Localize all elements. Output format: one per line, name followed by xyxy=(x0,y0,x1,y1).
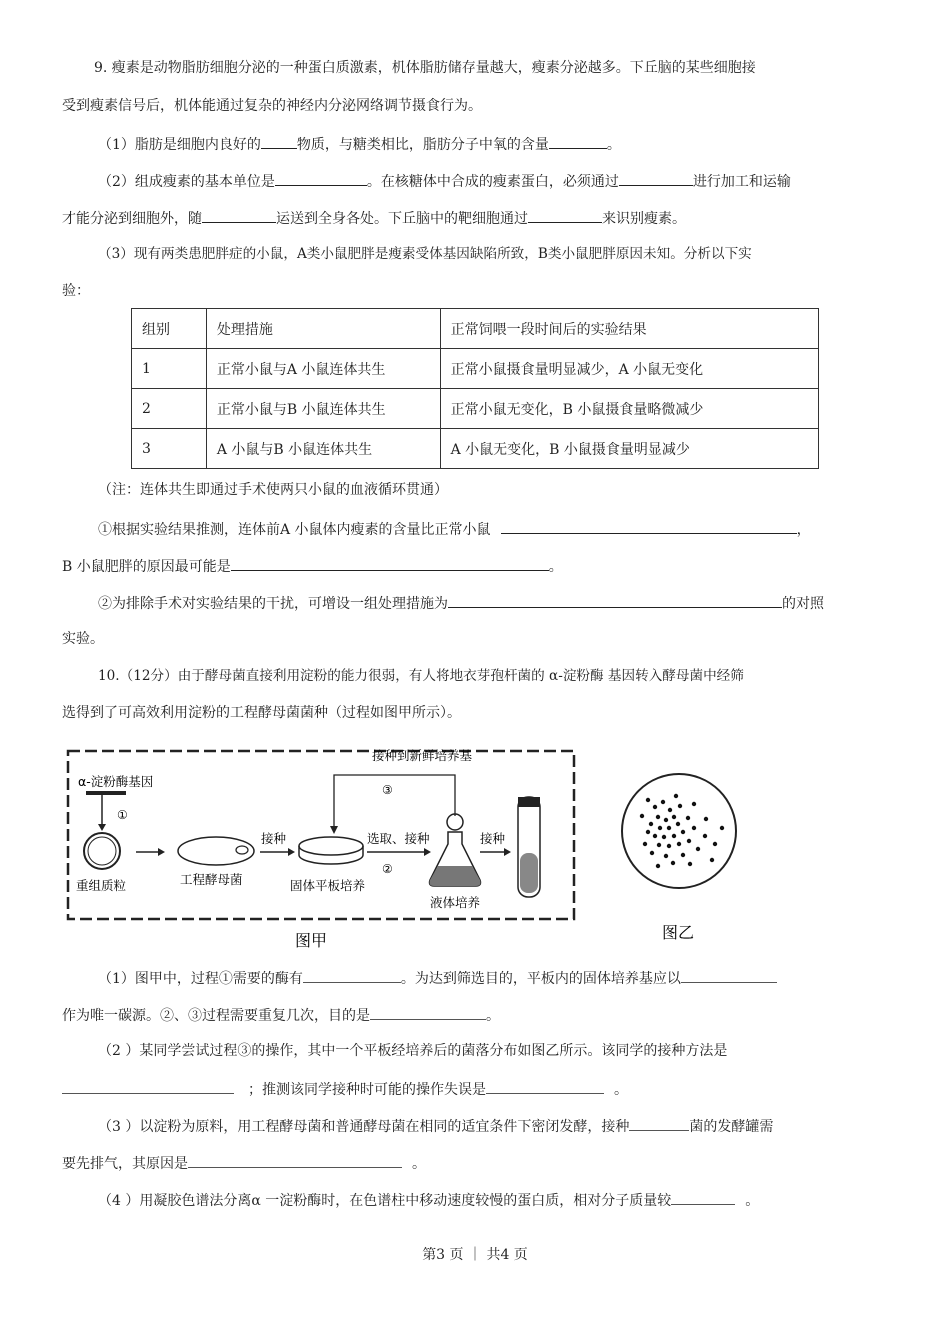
arrow-head xyxy=(330,826,338,834)
select-label: 选取、接种 xyxy=(367,831,430,846)
q9-part2: （2）组成瘦素的基本单位是 。在核糖体中合成的瘦素蛋白，必须通过 进行加工和运输 xyxy=(62,170,898,192)
answer-blank[interactable] xyxy=(370,1004,486,1020)
q9-note: （注：连体共生即通过手术使两只小鼠的血液循环贯通） xyxy=(98,482,448,498)
plate-label: 固体平板培养 xyxy=(290,878,366,893)
plasmid-icon xyxy=(84,833,120,869)
table-cell: A 小鼠无变化，B 小鼠摄食量明显减少 xyxy=(440,429,818,469)
q10-part3: （3 ）以淀粉为原料，用工程酵母菌和普通酵母菌在相同的适宜条件下密闭发酵，接种 菌的发酵罐需 xyxy=(62,1115,898,1137)
q10-intro-line1: 10.（12分）由于酵母菌直接利用淀粉的能力很弱，有人将地衣芽孢杆菌的 α-淀粉酶 基因转入酵母菌中经筛 xyxy=(98,668,744,684)
table-cell: 正常小鼠摄食量明显减少，A 小鼠无变化 xyxy=(440,349,818,389)
step1-label: ① xyxy=(117,808,128,822)
answer-blank[interactable] xyxy=(62,1078,234,1094)
flask-culture-icon xyxy=(430,866,481,886)
answer-blank[interactable] xyxy=(619,170,693,186)
plasmid-label: 重组质粒 xyxy=(76,878,127,893)
figure-b-caption: 图乙 xyxy=(662,923,695,942)
answer-blank[interactable] xyxy=(549,133,607,149)
loop-arrow xyxy=(334,775,455,830)
inoculate-label: 接种 xyxy=(480,831,506,846)
answer-blank[interactable] xyxy=(188,1152,402,1168)
table-cell: 1 xyxy=(132,349,207,389)
plasmid-inner-ring xyxy=(88,837,116,865)
q9-intro-line1: 9. 瘦素是动物脂肪细胞分泌的一种蛋白质激素，机体脂肪储存量越大，瘦素分泌越多。下丘脑的某些细胞接 xyxy=(94,60,756,76)
answer-blank[interactable] xyxy=(231,555,549,571)
arrow-head xyxy=(504,848,511,856)
yeast-label: 工程酵母菌 xyxy=(180,872,243,887)
q10-part2-line2: ；推测该同学接种时可能的操作失误是 。 xyxy=(62,1078,898,1100)
arrow-head xyxy=(158,848,165,856)
table-cell: 正常小鼠无变化，B 小鼠摄食量略微减少 xyxy=(440,389,818,429)
table-cell: A 小鼠与B 小鼠连体共生 xyxy=(206,429,440,469)
table-cell: 正常小鼠与B 小鼠连体共生 xyxy=(206,389,440,429)
q10-part4: （4 ）用凝胶色谱法分离α 一淀粉酶时，在色谱柱中移动速度较慢的蛋白质，相对分子质量较 。 xyxy=(62,1189,898,1211)
q9-part1: （1）脂肪是细胞内良好的 物质，与糖类相比，脂肪分子中氧的含量 。 xyxy=(62,133,898,155)
answer-blank[interactable] xyxy=(528,207,602,223)
arrow-head xyxy=(424,848,431,856)
answer-blank[interactable] xyxy=(202,207,276,223)
table-header-row xyxy=(132,309,819,349)
answer-blank[interactable] xyxy=(448,592,782,608)
test-tube-cap-icon xyxy=(518,797,540,807)
arrow-head xyxy=(98,824,106,831)
experiment-figure xyxy=(62,740,752,952)
experiment-table xyxy=(131,308,819,469)
flask-stopper-icon xyxy=(447,814,463,830)
q10-part2: （2 ）某同学尝试过程③的操作，其中一个平板经培养后的菌落分布如图乙所示。该同学的接种方法是 xyxy=(98,1043,728,1059)
q9-sub2: ②为排除手术对实验结果的干扰，可增设一组处理措施为 的对照 xyxy=(62,592,898,614)
q10-part1: （1）图甲中，过程①需要的酶有 。为达到筛选目的，平板内的固体培养基应以 xyxy=(62,967,898,989)
plate-colonies-icon xyxy=(622,774,736,888)
answer-blank[interactable] xyxy=(671,1189,735,1205)
answer-blank[interactable] xyxy=(303,967,401,983)
table-header-cell: 正常饲喂一段时间后的实验结果 xyxy=(440,309,818,349)
arrow-head xyxy=(288,848,295,856)
q9-sub1-line2: B 小鼠肥胖的原因最可能是 。 xyxy=(62,555,898,577)
q9-sub1: ①根据实验结果推测，连体前A 小鼠体内瘦素的含量比正常小鼠 ， xyxy=(62,518,898,540)
table-row xyxy=(132,429,819,469)
q9-part2-line2: 才能分泌到细胞外，随 运送到全身各处。下丘脑中的靶细胞通过 来识别瘦素。 xyxy=(62,207,898,229)
answer-blank[interactable] xyxy=(486,1078,604,1094)
test-tube-culture-icon xyxy=(520,853,538,893)
table-cell: 3 xyxy=(132,429,207,469)
q9-part3-line2: 验： xyxy=(62,283,90,299)
q9-intro-line2: 受到瘦素信号后，机体能通过复杂的神经内分泌网络调节摄食行为。 xyxy=(62,98,482,114)
step3-label: ③ xyxy=(382,783,393,797)
table-cell: 2 xyxy=(132,389,207,429)
answer-blank[interactable] xyxy=(629,1115,689,1131)
q9-part3-line1: （3）现有两类患肥胖症的小鼠，A类小鼠肥胖是瘦素受体基因缺陷所致，B类小鼠肥胖原因未知。分析以下实 xyxy=(98,246,752,262)
figure-a-caption: 图甲 xyxy=(295,931,328,950)
q10-intro-line2: 选得到了可高效利用淀粉的工程酵母菌菌种（过程如图甲所示）。 xyxy=(62,705,461,721)
q9-sub2-line2: 实验。 xyxy=(62,631,104,647)
transfer-label: 接种到新鲜培养基 xyxy=(372,748,473,763)
table-row xyxy=(132,389,819,429)
table-cell: 正常小鼠与A 小鼠连体共生 xyxy=(206,349,440,389)
inoculate-label: 接种 xyxy=(261,831,287,846)
q10-part1-line2: 作为唯一碳源。②、③过程需要重复几次，目的是 。 xyxy=(62,1004,898,1026)
gene-label: α-淀粉酶基因 xyxy=(78,774,154,789)
answer-blank[interactable] xyxy=(681,967,777,983)
table-row xyxy=(132,349,819,389)
table-header-cell: 处理措施 xyxy=(206,309,440,349)
petri-dish-icon xyxy=(299,837,363,855)
answer-blank[interactable] xyxy=(275,170,367,186)
yeast-cell-icon xyxy=(178,837,254,865)
answer-blank[interactable] xyxy=(501,518,797,534)
q10-part3-line2: 要先排气，其原因是 。 xyxy=(62,1152,898,1174)
liquid-label: 液体培养 xyxy=(430,895,481,910)
page-footer: 第3 页 ｜ 共4 页 xyxy=(422,1247,528,1263)
step2-label: ② xyxy=(382,862,393,876)
answer-blank[interactable] xyxy=(261,133,297,149)
gene-bar xyxy=(86,791,126,795)
table-header-cell: 组别 xyxy=(132,309,207,349)
